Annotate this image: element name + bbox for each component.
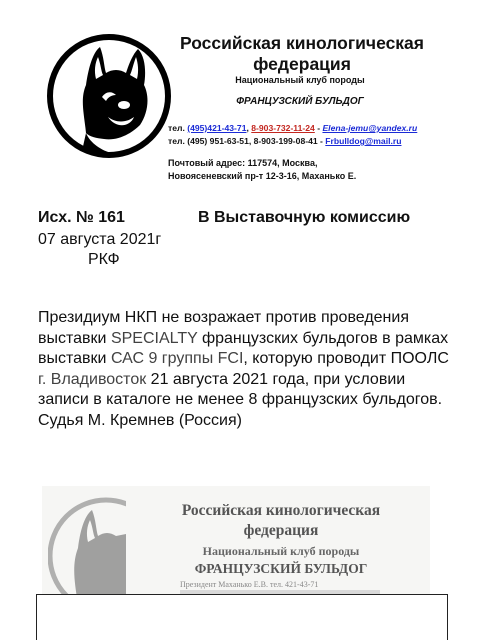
- body-part-1: Президиум НКП не возражает против проведения выставки: [38, 309, 409, 347]
- phone-link-1[interactable]: (495)421-43-71: [187, 123, 247, 133]
- scan-title-line1: Российская кинологическая: [181, 502, 381, 519]
- phone-link-2[interactable]: 8-903-732-11-24: [251, 123, 315, 133]
- city-term: г. Владивосток: [38, 370, 147, 388]
- phone-prefix: тел.: [168, 123, 188, 133]
- phone-line-1: [168, 122, 417, 135]
- blank-signature-box: [36, 594, 448, 640]
- postal-address: [168, 157, 356, 183]
- body-part-3: , которую проводит ПООЛС: [243, 350, 449, 367]
- body-part-2: французских бульдогов в рамках выставки: [38, 329, 449, 367]
- postal-line-1: Почтовый адрес: 117574, Москва,: [168, 158, 318, 168]
- club-name: Национальный клуб породы: [235, 75, 365, 85]
- judge-line: Судья М. Кремнев (Россия): [38, 411, 242, 429]
- outgoing-number: Исх. № 161: [38, 209, 125, 226]
- addressee: В Выставочную комиссию: [198, 209, 411, 226]
- cac-term: САС 9 группы FCI: [110, 350, 244, 367]
- breed-name: ФРАНЦУЗСКИЙ БУЛЬДОГ: [236, 96, 364, 107]
- scan-club-name: Национальный клуб породы: [202, 544, 360, 558]
- scan-title-line2: федерация: [243, 522, 319, 539]
- org-title: [172, 33, 432, 75]
- scan-president-line: Президент Маханько Е.В. тел. 421-43-71: [180, 580, 319, 589]
- body-paragraph: [38, 308, 458, 411]
- contact-block: [168, 122, 417, 148]
- scan-org-title: [138, 501, 424, 541]
- phone-line-2-text: тел. (495) 951-63-51, 8-903-199-08-41 -: [168, 136, 326, 146]
- phone-dash: -: [314, 123, 323, 133]
- phone-separator: ,: [246, 123, 252, 133]
- scan-breed-name: ФРАНЦУЗСКИЙ БУЛЬДОГ: [194, 561, 368, 576]
- french-bulldog-logo: [46, 33, 172, 159]
- recipient-org: РКФ: [88, 251, 120, 268]
- org-title-line2: федерация: [253, 54, 351, 74]
- email-link-2[interactable]: Frbulldog@mail.ru: [325, 136, 402, 146]
- body-part-4: 21 августа 2021 года, при условии записи в каталоге не менее 8 французских бульдогов.: [38, 370, 443, 408]
- letter-body: [38, 308, 458, 431]
- letter-date: 07 августа 2021г: [38, 231, 162, 248]
- postal-line-2: Новоясеневский пр-т 12-3-16, Маханько Е.: [168, 171, 357, 181]
- email-link-1[interactable]: Elena-jemu@yandex.ru: [322, 123, 418, 133]
- specialty-term: SPECIALTY: [110, 329, 198, 347]
- org-title-line1: Российская кинологическая: [179, 33, 425, 53]
- phone-line-2: [168, 135, 417, 148]
